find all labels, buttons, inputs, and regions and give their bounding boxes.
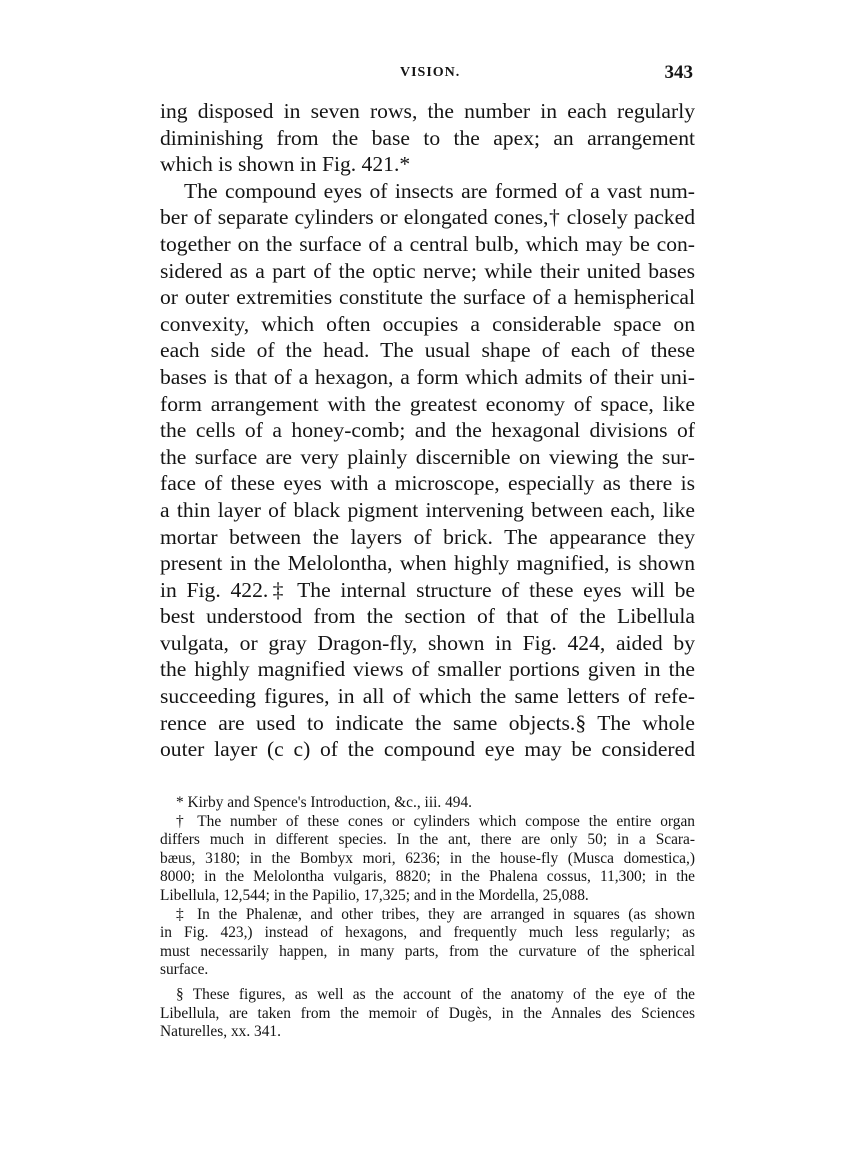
running-title: VISION.	[400, 65, 461, 80]
body-line: diminishing from the base to the apex; an arrangement	[160, 125, 695, 150]
body-line: which is shown in Fig. 421.*	[160, 152, 411, 177]
body-line: the surface are very plainly discernible on viewing the sur-	[160, 444, 695, 469]
footnote-line: † The number of these cones or cylinders which compose the entire organ	[176, 812, 695, 830]
body-line: sidered as a part of the optic nerve; while their united bases	[160, 258, 695, 283]
body-line: best understood from the section of that of the Libellula	[160, 604, 695, 629]
footnote-line: in Fig. 423,) instead of hexagons, and frequently much less regularly; as	[160, 924, 695, 942]
footnote-line: surface.	[160, 961, 209, 979]
footnote-line: * Kirby and Spence's Introduction, &c., iii. 494.	[176, 794, 472, 811]
body-line: in Fig. 422.‡ The internal structure of these eyes will be	[160, 577, 695, 602]
footnote-line: Libellula, 12,544; in the Papilio, 17,325; and in the Mordella, 25,088.	[160, 886, 589, 904]
body-text	[160, 98, 695, 763]
body-line: The compound eyes of insects are formed of a vast num-	[184, 178, 695, 203]
body-line: convexity, which often occupies a considerable space on	[160, 311, 695, 336]
body-line: bases is that of a hexagon, a form which admits of their uni-	[160, 364, 695, 389]
footnote-line: § These figures, as well as the account of the anatomy of the eye of the	[176, 985, 695, 1003]
footnote-line: Naturelles, xx. 341.	[160, 1023, 281, 1041]
running-head	[160, 62, 695, 86]
body-line: or outer extremities constitute the surface of a hemispherical	[160, 285, 695, 310]
body-line: the cells of a honey-comb; and the hexagonal divisions of	[160, 418, 695, 443]
footnote-line: bæus, 3180; in the Bombyx mori, 6236; in the house-fly (Musca domestica,)	[160, 849, 695, 867]
footnote-line: 8000; in the Melolontha vulgaris, 8820; in the Phalena cossus, 11,300; in the	[160, 868, 695, 886]
body-line: present in the Melolontha, when highly magnified, is shown	[160, 551, 695, 576]
body-line: face of these eyes with a microscope, especially as there is	[160, 471, 695, 496]
body-line: ber of separate cylinders or elongated cones,† closely packed	[160, 205, 695, 230]
footnote-line: differs much in different species. In the ant, there are only 50; in a Scara-	[160, 831, 695, 849]
footnote	[160, 794, 695, 813]
body-line: ing disposed in seven rows, the number in each regularly	[160, 99, 695, 123]
body-line: the highly magnified views of smaller portions given in the	[160, 657, 695, 682]
body-line: rence are used to indicate the same objects.§ The whole	[160, 710, 695, 735]
footnote-line: must necessarily happen, in many parts, from the curvature of the spherical	[160, 942, 695, 960]
footnote	[160, 906, 695, 980]
footnote-line: ‡ In the Phalenæ, and other tribes, they are arranged in squares (as shown	[176, 905, 695, 923]
body-line: outer layer (c c) of the compound eye may be considered	[160, 737, 695, 762]
body-line: form arrangement with the greatest economy of space, like	[160, 391, 695, 416]
body-line: vulgata, or gray Dragon-fly, shown in Fig. 424, aided by	[160, 630, 695, 655]
body-line: mortar between the layers of brick. The appearance they	[160, 524, 695, 549]
body-line: succeeding figures, in all of which the same letters of refe-	[160, 684, 695, 709]
body-line: together on the surface of a central bulb, which may be con-	[160, 231, 695, 256]
footnote	[160, 986, 695, 1042]
footnote	[160, 813, 695, 906]
footnotes	[160, 794, 695, 1042]
footnote-line: Libellula, are taken from the memoir of Dugès, in the Annales des Sciences	[160, 1004, 695, 1022]
body-line: each side of the head. The usual shape of each of these	[160, 338, 695, 363]
body-line: a thin layer of black pigment intervening between each, like	[160, 497, 695, 522]
page-number: 343	[664, 62, 693, 83]
